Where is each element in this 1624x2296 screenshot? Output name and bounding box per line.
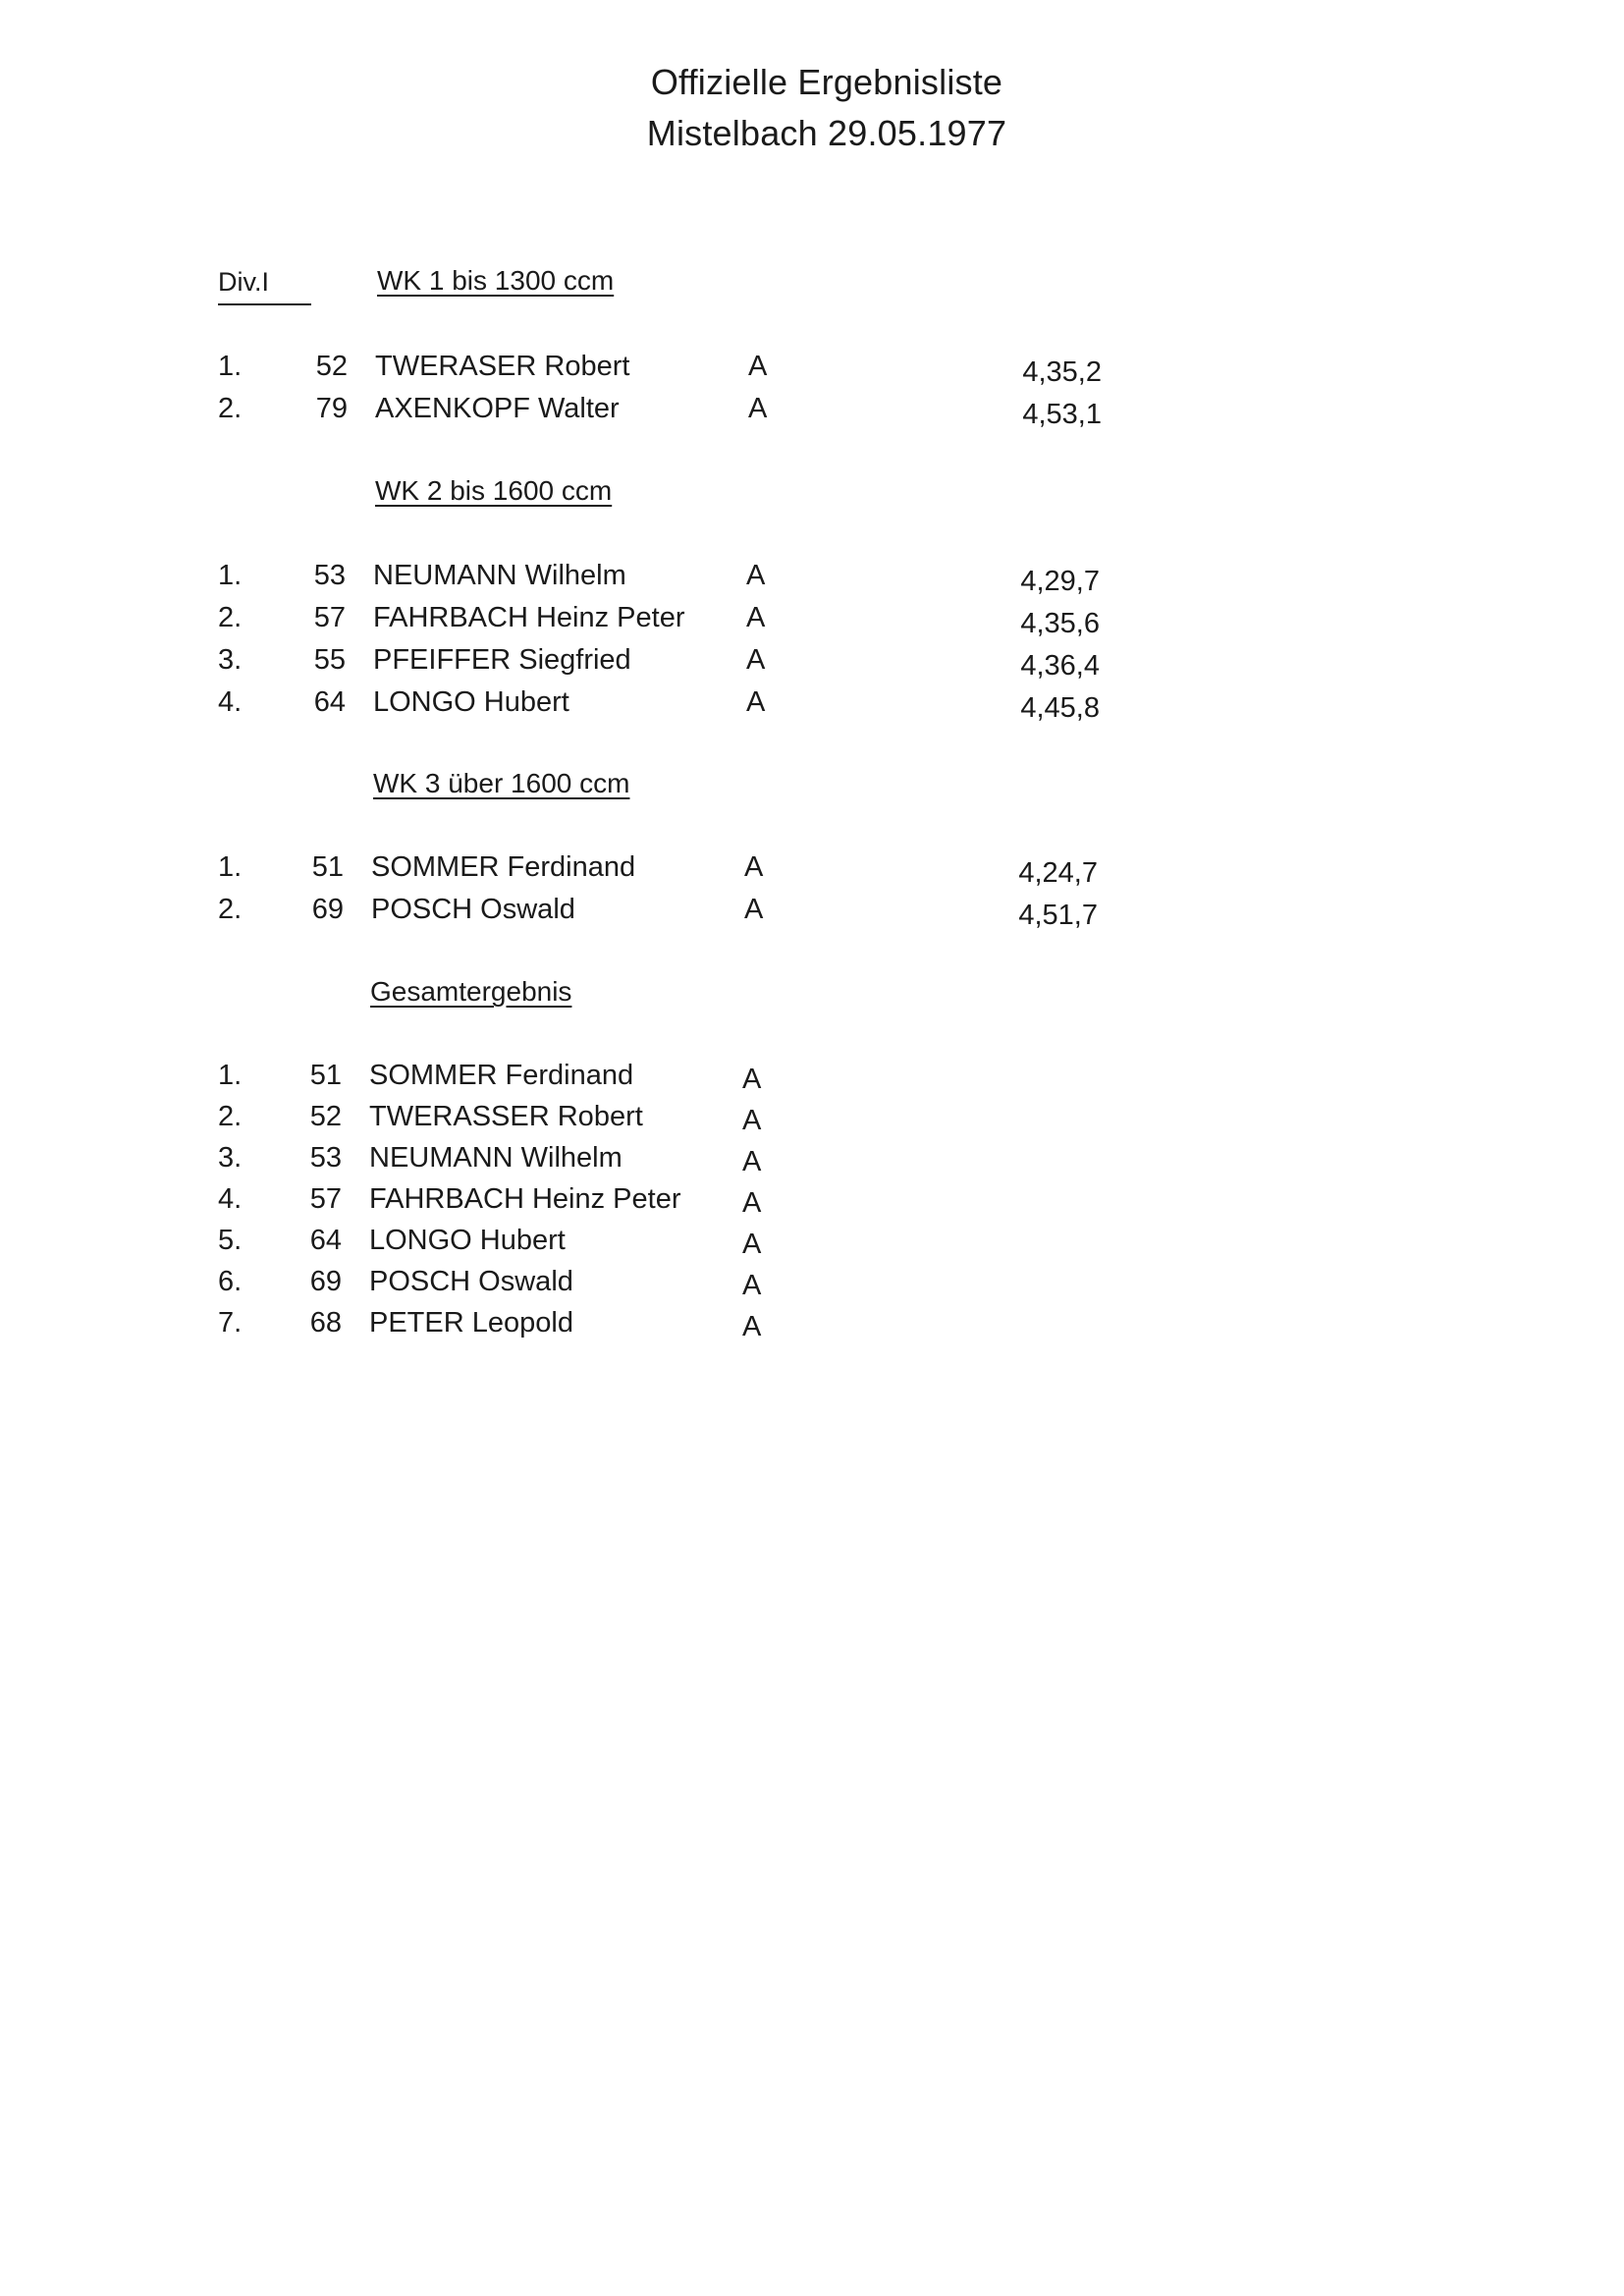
rank: 1.	[218, 560, 243, 591]
driver-name: FAHRBACH Heinz Peter	[369, 1183, 681, 1215]
rank: 6.	[218, 1266, 243, 1297]
result-row	[0, 1266, 1624, 1305]
section-heading: WK 2 bis 1600 ccm	[375, 475, 613, 506]
result-row	[0, 1142, 1624, 1181]
class: A	[746, 602, 766, 633]
driver-name: FAHRBACH Heinz Peter	[373, 602, 685, 633]
class: A	[742, 1311, 762, 1342]
start-number: 64	[309, 1225, 342, 1256]
result-row	[0, 1060, 1624, 1099]
class: A	[746, 686, 766, 718]
class: A	[746, 560, 766, 591]
time: 4,53,1	[1022, 399, 1102, 430]
start-number: 69	[309, 1266, 342, 1297]
start-number: 79	[315, 393, 348, 424]
class: A	[748, 393, 768, 424]
time: 4,45,8	[1020, 692, 1100, 724]
rank: 3.	[218, 644, 243, 676]
class: A	[742, 1146, 762, 1177]
rank: 4.	[218, 686, 243, 718]
start-number: 68	[309, 1307, 342, 1339]
result-row	[0, 1183, 1624, 1223]
rank: 1.	[218, 351, 243, 382]
driver-name: LONGO Hubert	[373, 686, 569, 718]
start-number: 64	[313, 686, 346, 718]
rank: 1.	[218, 851, 243, 883]
document-title	[0, 57, 1624, 159]
start-number: 51	[309, 1060, 342, 1091]
rank: 7.	[218, 1307, 243, 1339]
driver-name: NEUMANN Wilhelm	[369, 1142, 623, 1174]
class: A	[742, 1270, 762, 1301]
result-row	[0, 644, 1624, 683]
title-line-2: Mistelbach 29.05.1977	[646, 113, 1007, 153]
class: A	[742, 1187, 762, 1219]
driver-name: SOMMER Ferdinand	[371, 851, 636, 883]
class: A	[744, 894, 764, 925]
start-number: 53	[313, 560, 346, 591]
division-label: Div.I	[218, 267, 311, 305]
result-row	[0, 602, 1624, 641]
rank: 2.	[218, 393, 243, 424]
driver-name: TWERASER Robert	[375, 351, 630, 382]
driver-name: PETER Leopold	[369, 1307, 573, 1339]
start-number: 57	[313, 602, 346, 633]
class: A	[748, 351, 768, 382]
start-number: 69	[311, 894, 344, 925]
rank: 2.	[218, 602, 243, 633]
time: 4,24,7	[1018, 857, 1098, 889]
rank: 1.	[218, 1060, 243, 1091]
time: 4,29,7	[1020, 566, 1100, 597]
driver-name: SOMMER Ferdinand	[369, 1060, 634, 1091]
rank: 5.	[218, 1225, 243, 1256]
result-row	[0, 894, 1624, 933]
start-number: 52	[315, 351, 348, 382]
result-row	[0, 1307, 1624, 1346]
driver-name: TWERASSER Robert	[369, 1101, 643, 1132]
title-line-1: Offizielle Ergebnisliste	[650, 62, 1003, 102]
result-row	[0, 393, 1624, 432]
start-number: 52	[309, 1101, 342, 1132]
rank: 2.	[218, 1101, 243, 1132]
start-number: 51	[311, 851, 344, 883]
driver-name: POSCH Oswald	[371, 894, 575, 925]
driver-name: PFEIFFER Siegfried	[373, 644, 631, 676]
time: 4,51,7	[1018, 900, 1098, 931]
section-heading: Gesamtergebnis	[370, 976, 572, 1007]
result-row	[0, 351, 1624, 390]
driver-name: POSCH Oswald	[369, 1266, 573, 1297]
driver-name: AXENKOPF Walter	[375, 393, 620, 424]
rank: 2.	[218, 894, 243, 925]
time: 4,35,2	[1022, 356, 1102, 388]
rank: 3.	[218, 1142, 243, 1174]
result-row	[0, 560, 1624, 599]
time: 4,35,6	[1020, 608, 1100, 639]
section-heading: WK 1 bis 1300 ccm	[377, 265, 615, 296]
section-heading: WK 3 über 1600 ccm	[373, 768, 630, 798]
class: A	[744, 851, 764, 883]
start-number: 57	[309, 1183, 342, 1215]
time: 4,36,4	[1020, 650, 1100, 682]
result-row	[0, 1225, 1624, 1264]
class: A	[742, 1105, 762, 1136]
class: A	[746, 644, 766, 676]
start-number: 55	[313, 644, 346, 676]
result-row	[0, 851, 1624, 891]
rank: 4.	[218, 1183, 243, 1215]
result-row	[0, 686, 1624, 726]
result-row	[0, 1101, 1624, 1140]
driver-name: LONGO Hubert	[369, 1225, 566, 1256]
class: A	[742, 1229, 762, 1260]
start-number: 53	[309, 1142, 342, 1174]
class: A	[742, 1064, 762, 1095]
driver-name: NEUMANN Wilhelm	[373, 560, 626, 591]
